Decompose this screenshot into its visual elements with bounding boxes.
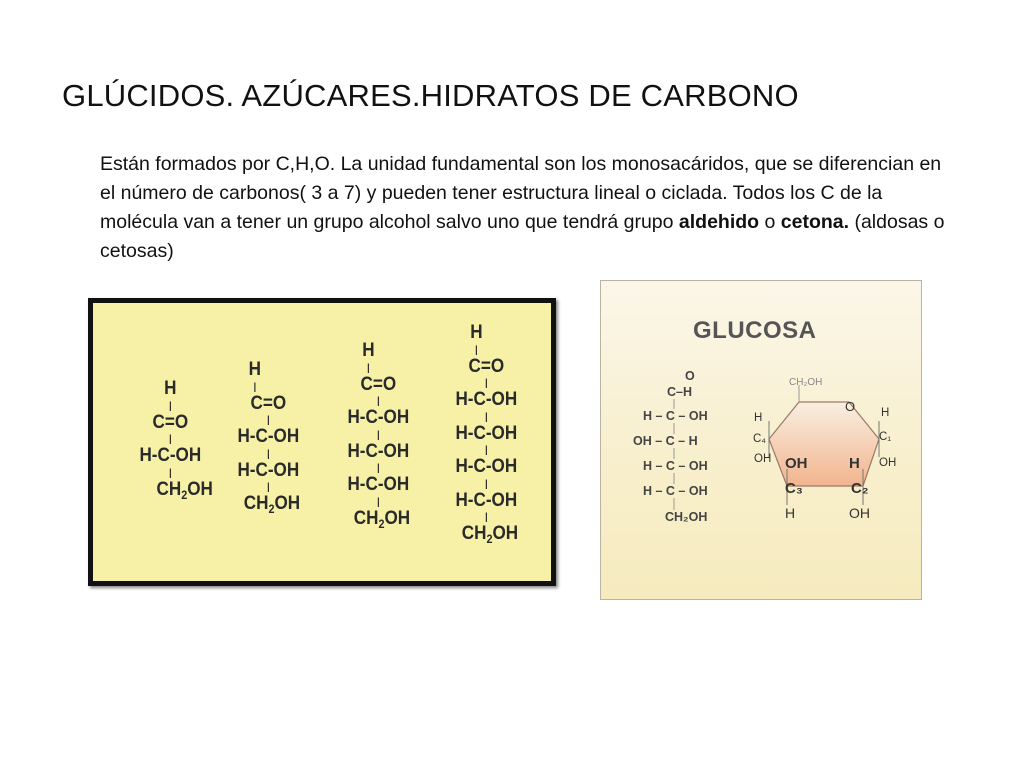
ring-c4-oh: OH xyxy=(754,453,772,465)
fischer-c2: H – C – OH xyxy=(643,409,708,423)
hexose-formula: H I C=O I H-C-OH I H-C-OH I H-C-OH I H-C-OH I $CH_2OH$ xyxy=(455,322,519,546)
ring-c3-h: H xyxy=(785,505,796,521)
fischer-c3: OH – C – H xyxy=(633,434,698,448)
ring-c2-oh: OH xyxy=(849,505,870,521)
ring-c1-h: H xyxy=(881,407,890,419)
fischer-c5: H – C – OH xyxy=(643,484,708,498)
fischer-c1: C–H xyxy=(667,385,693,399)
ring-c4-h: H xyxy=(754,412,763,424)
tetrose-formula: H I C=O I H-C-OH I H-C-OH I $CH_2OH$ xyxy=(237,359,301,516)
aldoses-figure xyxy=(88,298,556,586)
fischer-c4: H – C – OH xyxy=(643,459,708,473)
fischer-o: O xyxy=(685,369,695,383)
ring-c3-oh: OH xyxy=(785,455,808,472)
ring-c1-oh: OH xyxy=(879,457,897,469)
triose-formula: H I C=O I H-C-OH I $CH_2OH$ xyxy=(139,378,213,502)
intro-paragraph: Están formados por C,H,O. La unidad fundamental son los monosacáridos, que se diferencian en el número de carbonos( 3 a 7) y pueden tener estructura lineal o ciclada. Todos los C de la molécula van a tener un grupo alcohol salvo uno que tendrá grupo aldehido o cetona. (aldosas o cetosas) xyxy=(100,153,945,262)
ring-ch2oh: CH₂OH xyxy=(789,377,823,388)
ring-oxygen: O xyxy=(845,399,856,414)
ring-c2-h: H xyxy=(849,455,860,472)
glucose-figure xyxy=(600,280,922,600)
ring-c2: C₂ xyxy=(851,480,869,497)
fischer-c6: CH₂OH xyxy=(665,510,708,524)
ring-c3: C₃ xyxy=(785,480,803,497)
cetona-term: cetona. xyxy=(780,211,850,233)
ring-c1: C₁ xyxy=(879,431,892,443)
slide-title: GLÚCIDOS. AZÚCARES.HIDRATOS DE CARBONO xyxy=(62,78,799,113)
ring-c4: C₄ xyxy=(753,433,766,445)
pentose-formula: H I C=O I H-C-OH I H-C-OH I H-C-OH I $CH_2OH$ xyxy=(347,340,411,531)
glucose-title: GLUCOSA xyxy=(693,317,817,344)
aldehido-term: aldehido xyxy=(678,211,760,233)
